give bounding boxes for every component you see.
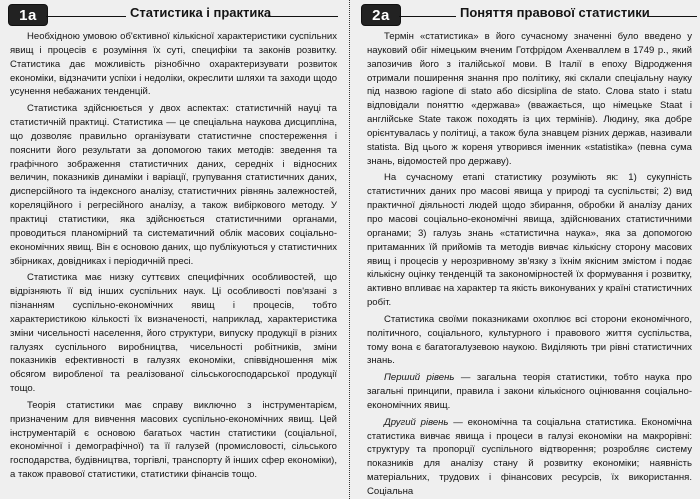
paragraph: Теорія статистики має справу виключно з інструментарієм, призначеним для вивчення масових суспільно-економічних явищ. Цей інструментарій є основою багатьох частин статистики (соціальної, економічної і демографічної) та її галузей (промисловості, сільського господарства, будівництва, торгівлі, транспорту й інших сфер економіки), а також правової статистики, статистики фінансів тощо. [10, 399, 337, 481]
page-divider [349, 0, 350, 499]
paragraph: Статистика має низку суттєвих специфічних особливостей, що відрізняють її від інших суспільних наук. Ці особливості пов'язані з пізнанням суспільно-економічних явищ і процесів, тобто характеристикою кількості їх визначеності, наприклад, характеристика зміни чисельності населення, його структури, випуску продукції в різних галузях суспільного виробництва, чисельності робітників, зміни показників ефективності в галузях економіки, співвідношення між обсягом виробленої та реалізованої сільськогосподарської продукції тощо. [10, 272, 337, 395]
section-badge: 2a [361, 4, 401, 26]
paragraph-text: Статистика своїми показниками охоплює всі сторони економічного, політичного, соціального, культурного і правового життя суспільства, тому вона є багатогалузевою наукою. Виділяють три рівні статистичних знань. [367, 313, 692, 367]
paragraph [367, 416, 692, 499]
page-title: Статистика і практика [130, 5, 272, 20]
left-header [0, 4, 343, 26]
left-body [0, 30, 343, 485]
header-rule [399, 16, 456, 17]
paragraph: Статистика здійснюється у двох аспектах: статистичній науці та статистичній практиці. Статистика — це спеціальна наукова дисципліна, що дозволяє правильно організувати статистичне спостереження і пояснити його результати за допомогою таких методів: зведення та графічного зображення статистичних даних, середніх і відносних величин, показників динаміки і варіації, групування статистичних даних, дисперсійного та індексного аналізу, статистичних рівнянь залежностей, кореляційного і регресійного аналізу, а також вибіркового методу. У практиці статистики, яка здійснюється статистичними органами, проводиться планомірний та систематичний облік масових соціально-економічних явищ. Він є основою даних, що публікуються у статистичних збірниках, довідниках і періодичній пресі. [10, 103, 337, 267]
right-page [357, 0, 700, 499]
right-header [357, 4, 700, 26]
page-title: Поняття правової статистики [460, 5, 650, 20]
paragraph [367, 30, 692, 168]
left-page [0, 0, 343, 499]
paragraph-text: — економічна та соціальна статистика. Економічна статистика вивчає явища і процеси в галузі економіки на макрорівні: структуру та пропорції суспільного відтворення; розробляє систему показників для аналізу стану й розвитку економіки; наявність матеріальних, трудових і фінансових ресурсів, їх використання. Соціальна [367, 416, 692, 497]
section-badge: 1a [8, 4, 48, 26]
paragraph [367, 171, 692, 309]
paragraph [367, 371, 692, 413]
paragraph-text: Термін «статистика» в його сучасному значенні було введено у науковий обіг німецьким вченим Готфрідом Ахенваллем в 1749 р., який запозичив його з італійської мови. В Італії в епоху Відродження отримали поширення знання про політику, які склали спеціальну науку під назвою ragione di stato або dicsiplina de stato. Слова stato і statu відповідали поняттю «держава» (вважається, що німецьке Staat і англійське State також походять із цих термінів). Людину, яка добре орієнтувалась у політиці, а також була знавцем різних держав, називали statista. Від цього ж кореня утворився іменник «statistika» (певна сума знань, відомостей про державу). [367, 31, 692, 167]
header-rule [647, 16, 697, 17]
paragraph [367, 313, 692, 368]
header-rule [268, 16, 338, 17]
right-body [357, 30, 700, 499]
header-rule [46, 16, 126, 17]
paragraph: Необхідною умовою об'єктивної кількісної характеристики суспільних явищ і процесів є розуміння їх суті, специфіки та законів розвитку. Статистика дає можливість різнобічно охарактеризувати розвиток економіки, відзначити успіхи і недоліки, окреслити шляхи та заходи щодо усунення небажаних тенденцій. [10, 31, 337, 98]
level-term: Другий рівень [384, 416, 449, 428]
level-term: Перший рівень [384, 372, 455, 384]
paragraph-text: На сучасному етапі статистику розуміють як: 1) сукупність статистичних даних про масові явища у природі та суспільстві; 2) вид практичної діяльності людей щодо збирання, обробки й аналізу даних про масові соціально-економічні явища, здійснюваних статистичними органами; 3) галузь знань «статистична наука», яка за допомогою притаманних їй прийомів та методів вивчає кількісну сторону масових явищ і процесів у нерозривному зв'язку з їхнім якісним змістом і подає кількісну оцінку тенденцій та закономірностей їх формування і розвитку, активно впливає на характер та якість виконуваних у країні статистичних робіт. [367, 172, 692, 309]
paragraph-text: — загальна теорія статистики, тобто наука про загальні принципи, правила і закони кількісного оцінювання соціально-економічних явищ. [367, 372, 692, 411]
